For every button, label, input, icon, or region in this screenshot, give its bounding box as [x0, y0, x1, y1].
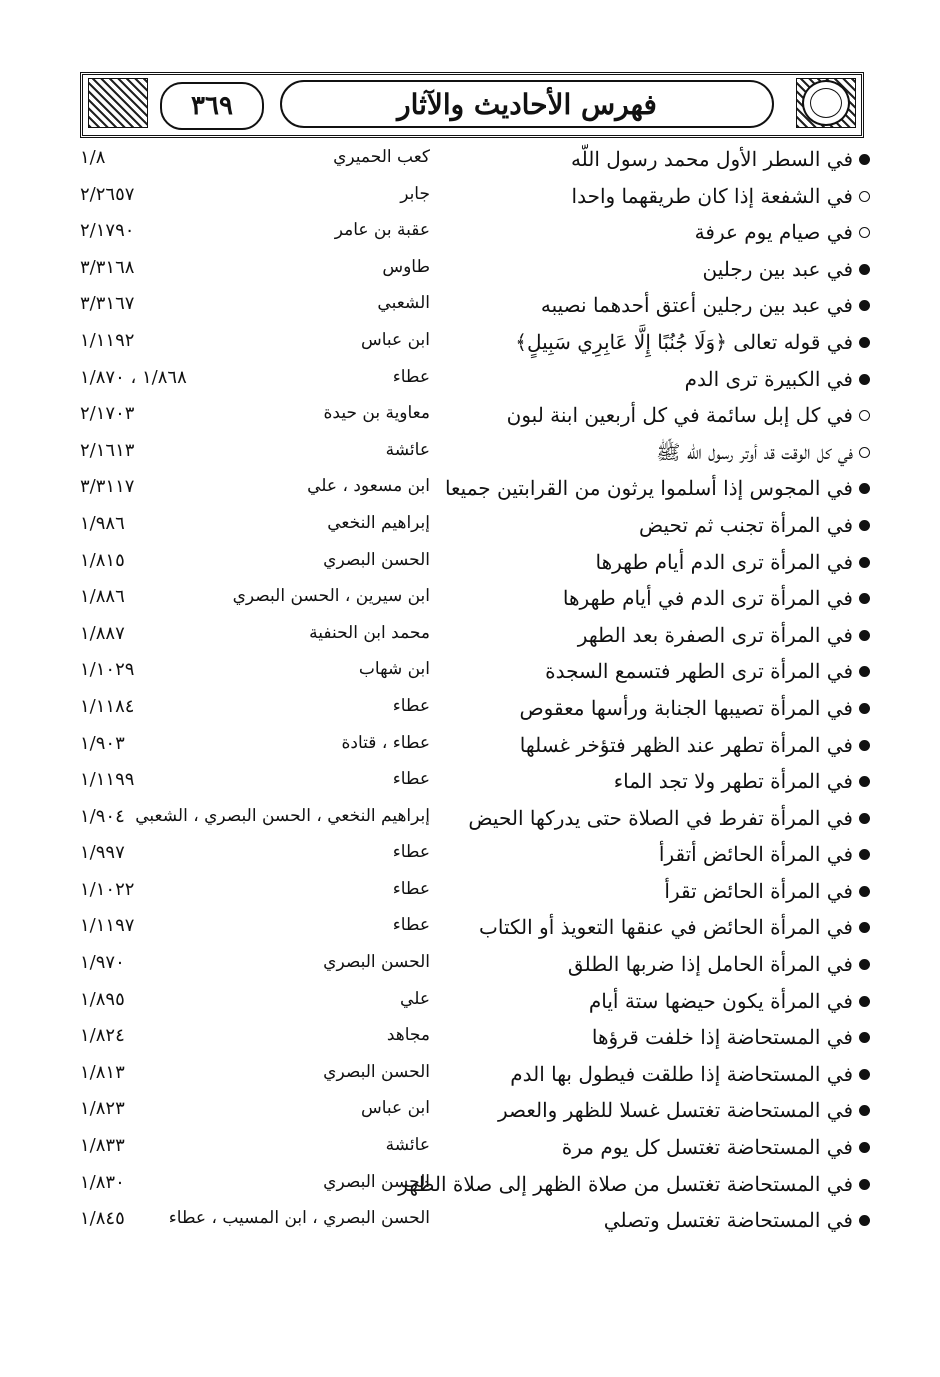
entry-text: [519, 696, 870, 720]
entry-text: [572, 184, 870, 208]
entry-text-label: في المرأة ترى الصفرة بعد الطهر: [577, 622, 853, 647]
entry-narrator: عطاء: [392, 769, 430, 790]
bullet-icon: [859, 666, 870, 677]
logo-stamp-icon: [802, 80, 850, 126]
entry-text-label: في المرأة ترى الدم في أيام طهرها: [562, 586, 853, 611]
index-entry: [80, 216, 880, 253]
entry-narrator: إبراهيم النخعي: [327, 512, 430, 533]
entry-reference: ١/٩٩٧: [80, 842, 125, 864]
bullet-icon: [859, 996, 870, 1007]
entry-text-label: في الكبيرة ترى الدم: [684, 366, 853, 391]
bullet-icon: [859, 922, 870, 933]
entry-text-label: في المرأة تطهر ولا تجد الماء: [613, 769, 853, 794]
bullet-icon: [859, 740, 870, 751]
index-entry: [80, 948, 880, 985]
entry-narrator: عطاء: [392, 878, 430, 899]
index-entry: [80, 619, 880, 656]
entry-reference: ١/٩٨٦: [80, 512, 125, 534]
entry-narrator: إبراهيم النخعي ، الحسن البصري ، الشعبي: [135, 805, 430, 826]
index-entry: [80, 911, 880, 948]
entry-narrator: عائشة: [385, 1135, 430, 1156]
index-entry: [80, 143, 880, 180]
bullet-icon: [859, 410, 870, 421]
entry-reference: ١/١١٨٤: [80, 695, 135, 717]
entry-text-label: في السطر الأول محمد رسول اللّه: [570, 147, 853, 171]
entry-reference: ١/٨٣٠: [80, 1171, 125, 1193]
entry-narrator: كعب الحميري: [333, 147, 430, 167]
index-entry: [80, 765, 880, 802]
entry-reference: ١/٨٢٣: [80, 1098, 125, 1120]
entry-text-label: في المرأة الحامل إذا ضربها الطلق: [567, 952, 853, 977]
entry-text: [507, 403, 870, 427]
entry-reference: ١/٨٦٨ ، ١/٨٧٠: [80, 366, 187, 388]
bullet-icon: [859, 483, 870, 494]
bullet-icon: [859, 374, 870, 385]
entry-text: [659, 842, 870, 866]
entry-text-label: في المجوس إذا أسلموا يرثون من القرابتين جميعا: [444, 476, 853, 501]
entry-text-label: في المرأة الحائض في عنقها التعويذ أو الكتاب: [479, 915, 853, 940]
entry-narrator: الحسن البصري: [323, 1061, 430, 1082]
entry-text-label: في عبد بين رجلين أعتق أحدهما نصيبه: [540, 293, 853, 318]
bullet-icon: [859, 447, 870, 458]
entry-reference: ١/٨١٥: [80, 549, 125, 571]
entry-reference: ١/١١٩٩: [80, 769, 135, 791]
bullet-icon: [859, 1032, 870, 1043]
entry-reference: ١/١١٩٧: [80, 915, 135, 937]
bullet-icon: [859, 337, 870, 348]
index-entry: [80, 582, 880, 619]
entry-narrator: ابن عباس: [360, 329, 430, 350]
entry-narrator: عقبة بن عامر: [334, 220, 430, 241]
bullet-icon: [859, 300, 870, 311]
entry-narrator: مجاهد: [386, 1025, 430, 1046]
index-entry: [80, 692, 880, 729]
entry-text: [596, 550, 871, 574]
entry-narrator: طاوس: [382, 256, 430, 277]
entry-narrator: جابر: [400, 183, 430, 204]
entry-text: [545, 659, 870, 683]
entry-text-label: في كل إبل سائمة في كل أربعين ابنة لبون: [506, 403, 853, 428]
index-entry: [80, 1094, 880, 1131]
entry-reference: ٣/٣١٦٨: [80, 256, 135, 278]
entry-text: [541, 293, 870, 317]
entry-narrator: ابن مسعود ، علي: [307, 476, 430, 497]
entry-reference: ٢/١٦١٣: [80, 439, 135, 461]
entry-text-label: في المستحاضة إذا خلفت قرؤها: [591, 1025, 853, 1050]
index-entry: [80, 838, 880, 875]
bullet-icon: [859, 703, 870, 714]
entry-text: [571, 147, 870, 171]
bullet-icon: [859, 154, 870, 165]
entry-reference: ٢/١٧٩٠: [80, 220, 135, 242]
entry-text-label: في المرأة ترى الدم أيام طهرها: [595, 549, 853, 574]
entry-narrator: عائشة: [385, 439, 430, 460]
bullet-icon: [859, 849, 870, 860]
index-entry: [80, 655, 880, 692]
index-entry: [80, 180, 880, 217]
bullet-icon: [859, 1179, 870, 1190]
page-title: فهرس الأحاديث والآثار: [280, 80, 774, 128]
entry-narrator: عطاء ، قتادة: [341, 732, 430, 753]
entry-text-label: في المستحاضة تغتسل من صلاة الظهر إلى صلاة الظهر: [398, 1171, 853, 1196]
bullet-icon: [859, 1215, 870, 1226]
entry-reference: ٣/٣١٦٧: [80, 293, 135, 315]
entry-text-label: في المستحاضة تغتسل وتصلي: [603, 1208, 853, 1233]
entry-text: [563, 586, 870, 610]
entry-text-label: في عبد بين رجلين: [702, 256, 853, 281]
entry-text-label: في المرأة الحائض أتقرأ: [658, 842, 853, 867]
bullet-icon: [859, 959, 870, 970]
entry-reference: ١/٨٨٧: [80, 622, 125, 644]
entry-narrator: معاوية بن حيدة: [323, 403, 430, 424]
entry-reference: ١/١٠٢٩: [80, 659, 135, 681]
entry-reference: ٢/٢٦٥٧: [80, 183, 135, 205]
index-entry: [80, 326, 880, 363]
entry-text: [520, 733, 870, 757]
index-entry: [80, 1058, 880, 1095]
entry-narrator: الشعبي: [377, 293, 430, 314]
entry-narrator: علي: [400, 988, 430, 1009]
entry-reference: ١/٨٤٥: [80, 1208, 125, 1230]
entry-narrator: الحسن البصري: [323, 1171, 430, 1192]
entry-text: [398, 1172, 870, 1196]
entry-reference: ١/٨١٣: [80, 1061, 125, 1083]
index-entry: [80, 1168, 880, 1205]
entry-text: [685, 367, 870, 391]
index-entry: [80, 985, 880, 1022]
entry-reference: ٢/١٧٠٣: [80, 403, 135, 425]
entry-narrator: عطاء: [392, 695, 430, 716]
entry-reference: ١/٨٢٤: [80, 1025, 125, 1047]
page-header: [80, 72, 864, 138]
bullet-icon: [859, 776, 870, 787]
entry-text-label: في المرأة تجنب ثم تحيض: [639, 512, 853, 537]
entry-narrator: عطاء: [392, 842, 430, 863]
entry-text: [695, 220, 870, 244]
entry-text: [568, 952, 870, 976]
entry-text-label: في المستحاضة تغتسل كل يوم مرة: [561, 1135, 853, 1160]
entry-text-label: في المرأة الحائض تقرأ: [664, 878, 853, 903]
entry-text: [664, 879, 870, 903]
index-entries: [80, 143, 880, 1241]
entry-narrator: محمد ابن الحنفية: [309, 622, 430, 643]
entry-narrator: عطاء: [392, 366, 430, 387]
page-number: ٣٦٩: [160, 82, 264, 130]
entry-text-label: في المرأة تفرط في الصلاة حتى يدركها الحيض: [468, 805, 853, 830]
index-entry: [80, 1131, 880, 1168]
entry-reference: ١/١٠٢٢: [80, 878, 135, 900]
entry-text-label: في المستحاضة تغتسل غسلا للظهر والعصر: [498, 1098, 853, 1123]
entry-text: [578, 623, 870, 647]
index-entry: [80, 875, 880, 912]
index-entry: [80, 472, 880, 509]
entry-reference: ١/٨٨٦: [80, 586, 125, 608]
index-entry: [80, 509, 880, 546]
entry-text: [703, 257, 871, 281]
entry-text-label: في قوله تعالى ﴿وَلَا جُنُبًا إِلَّا عَابِرِي سَبِيلٍ﴾: [515, 329, 853, 354]
bullet-icon: [859, 1069, 870, 1080]
entry-narrator: الحسن البصري ، ابن المسيب ، عطاء: [168, 1208, 430, 1229]
entry-narrator: الحسن البصري: [323, 952, 430, 973]
index-entry: [80, 546, 880, 583]
entry-text-label: في المرأة تصيبها الجنابة ورأسها معقوص: [519, 695, 853, 720]
bullet-icon: [859, 264, 870, 275]
entry-narrator: الحسن البصري: [323, 549, 430, 570]
bullet-icon: [859, 191, 870, 202]
entry-text: [468, 806, 870, 830]
entry-reference: ١/٩٠٤: [80, 805, 125, 827]
entry-text-label: في المرأة تطهر عند الظهر فتؤخر غسلها: [519, 732, 853, 757]
entry-reference: ١/٨: [80, 147, 106, 168]
entry-text-label: في المستحاضة إذا طلقت فيطول بها الدم: [510, 1061, 853, 1086]
entry-text: [614, 769, 870, 793]
entry-reference: ١/٩٧٠: [80, 952, 125, 974]
bullet-icon: [859, 886, 870, 897]
entry-narrator: ابن عباس: [360, 1098, 430, 1119]
index-entry: [80, 802, 880, 839]
entry-text-label: في كل الوقت قد أوتر رسول اللّه ﷺ: [656, 439, 853, 464]
entry-text: [445, 476, 870, 500]
bullet-icon: [859, 593, 870, 604]
index-entry: [80, 399, 880, 436]
entry-text: [479, 915, 870, 939]
bullet-icon: [859, 1142, 870, 1153]
bullet-icon: [859, 1105, 870, 1116]
ornament-left-icon: [88, 78, 148, 128]
index-entry: [80, 729, 880, 766]
index-entry: [80, 436, 880, 473]
entry-narrator: ابن شهاب: [358, 659, 430, 680]
entry-text: [562, 1135, 870, 1159]
entry-text: [515, 330, 870, 354]
entry-reference: ١/٨٩٥: [80, 988, 125, 1010]
bullet-icon: [859, 630, 870, 641]
entry-text-label: في الشفعة إذا كان طريقهما واحدا: [571, 183, 853, 208]
entry-text: [498, 1098, 870, 1122]
entry-narrator: ابن سيرين ، الحسن البصري: [232, 586, 430, 607]
entry-text: [604, 1208, 870, 1232]
entry-reference: ١/١١٩٢: [80, 329, 135, 351]
index-entry: [80, 363, 880, 400]
bullet-icon: [859, 813, 870, 824]
index-entry: [80, 289, 880, 326]
entry-text: [639, 513, 870, 537]
bullet-icon: [859, 227, 870, 238]
index-entry: [80, 1204, 880, 1241]
entry-text: [656, 440, 870, 469]
entry-reference: ٣/٣١١٧: [80, 476, 135, 498]
entry-reference: ١/٩٠٣: [80, 732, 125, 754]
entry-reference: ١/٨٣٣: [80, 1135, 125, 1157]
entry-text: [510, 1062, 870, 1086]
entry-text-label: في المرأة يكون حيضها ستة أيام: [588, 988, 853, 1013]
entry-narrator: عطاء: [392, 915, 430, 936]
bullet-icon: [859, 520, 870, 531]
entry-text: [592, 1025, 870, 1049]
index-entry: [80, 1021, 880, 1058]
entry-text-label: في المرأة ترى الطهر فتسمع السجدة: [545, 659, 853, 684]
entry-text: [589, 989, 870, 1013]
bullet-icon: [859, 557, 870, 568]
index-entry: [80, 253, 880, 290]
entry-text-label: في صيام يوم عرفة: [694, 220, 853, 245]
